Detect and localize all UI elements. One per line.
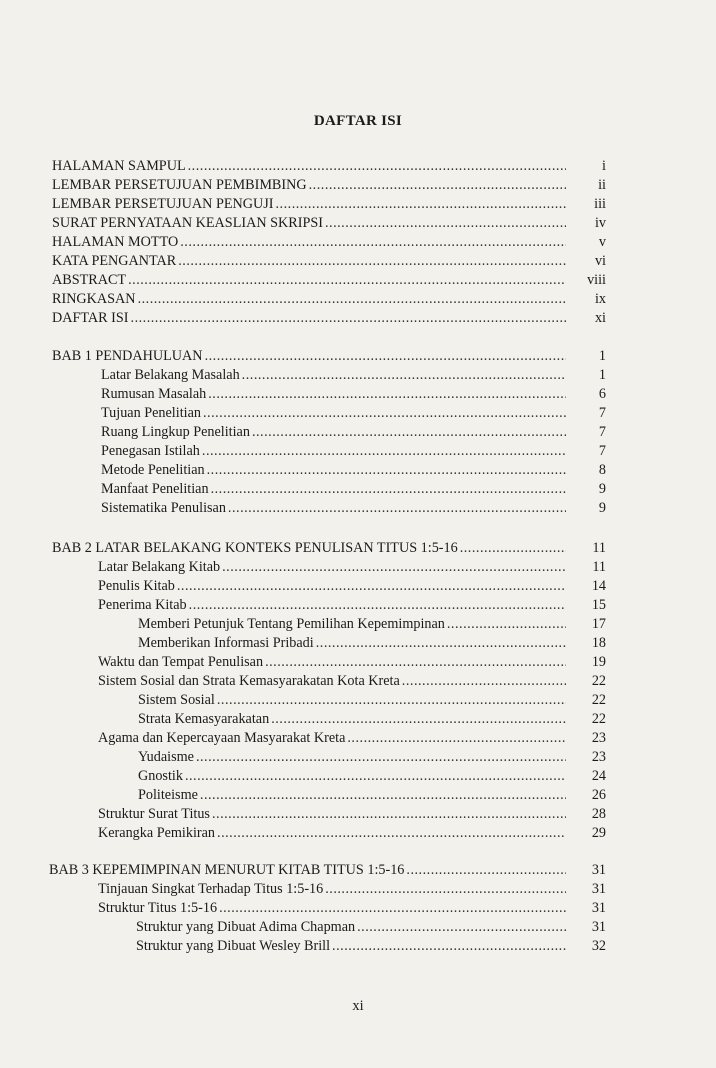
- toc-page: v: [598, 234, 606, 250]
- toc-entry: [101, 366, 716, 384]
- toc-label: SURAT PERNYATAAN KEASLIAN SKRIPSI: [52, 215, 323, 231]
- page-title: DAFTAR ISI: [313, 113, 403, 129]
- toc-entry: [101, 499, 716, 517]
- toc-page: vi: [594, 253, 606, 269]
- toc-page: 14: [591, 578, 606, 594]
- toc-page: 22: [591, 673, 606, 689]
- toc-page: 15: [591, 597, 606, 613]
- toc-page: 29: [591, 825, 606, 841]
- page-number-footer: xi: [352, 998, 364, 1014]
- toc-entry: [98, 729, 716, 747]
- toc-label: Agama dan Kepercayaan Masyarakat Kreta: [98, 730, 346, 746]
- toc-chapter-heading: [49, 861, 716, 879]
- toc-label: Struktur yang Dibuat Wesley Brill: [136, 938, 331, 954]
- toc-entry: [52, 176, 716, 194]
- toc-page: 17: [591, 616, 606, 632]
- toc-label: Strata Kemasyarakatan: [138, 711, 270, 727]
- toc-label: BAB 3 KEPEMIMPINAN MENURUT KITAB TITUS 1:5-16: [49, 862, 405, 878]
- toc-label: Latar Belakang Kitab: [98, 559, 221, 575]
- toc-entry: [138, 786, 716, 804]
- toc-entry: [138, 767, 716, 785]
- toc-entry: [101, 423, 716, 441]
- toc-page: 18: [591, 635, 606, 651]
- toc-page: 6: [598, 386, 606, 402]
- toc-label: Sistem Sosial dan Strata Kemasyarakatan Kota Kreta: [98, 673, 400, 689]
- toc-label: Metode Penelitian: [101, 462, 205, 478]
- toc-page: ix: [594, 291, 606, 307]
- toc-label: Struktur Titus 1:5-16: [98, 900, 218, 916]
- toc-page: viii: [587, 272, 606, 288]
- toc-entry: [52, 157, 716, 175]
- toc-page: 9: [598, 481, 606, 497]
- toc-entry: [98, 672, 716, 690]
- toc-label: Tujuan Penelitian: [101, 405, 201, 421]
- toc-entry: [52, 195, 716, 213]
- toc-entry: [52, 233, 716, 251]
- toc-label: Manfaat Penelitian: [101, 481, 209, 497]
- toc-entry: [98, 880, 716, 898]
- toc-page: 23: [591, 749, 606, 765]
- toc-entry: [52, 252, 716, 270]
- toc-entry: [52, 271, 716, 289]
- toc-entry: [101, 461, 716, 479]
- toc-page: 7: [598, 424, 606, 440]
- toc-entry: [52, 214, 716, 232]
- toc-page: 1: [598, 348, 606, 364]
- toc-label: Struktur yang Dibuat Adima Chapman: [136, 919, 356, 935]
- toc-label: DAFTAR ISI: [52, 310, 129, 326]
- toc-page: 11: [592, 559, 606, 575]
- toc-entry: [138, 691, 716, 709]
- toc-label: Struktur Surat Titus: [98, 806, 210, 822]
- toc-page: 26: [591, 787, 606, 803]
- toc-label: Gnostik: [138, 768, 183, 784]
- toc-label: Waktu dan Tempat Penulisan: [98, 654, 264, 670]
- toc-entry: [101, 442, 716, 460]
- toc-entry: [101, 480, 716, 498]
- toc-page: 31: [591, 900, 606, 916]
- toc-label: Penerima Kitab: [98, 597, 187, 613]
- toc-entry: [101, 404, 716, 422]
- toc-label: Ruang Lingkup Penelitian: [101, 424, 250, 440]
- toc-page: xi: [594, 310, 606, 326]
- toc-label: Politeisme: [138, 787, 198, 803]
- toc-entry: [98, 805, 716, 823]
- toc-entry: [98, 558, 716, 576]
- toc-page: 31: [591, 881, 606, 897]
- toc-label: RINGKASAN: [52, 291, 136, 307]
- toc-entry: [138, 710, 716, 728]
- toc-entry: [136, 937, 716, 955]
- toc-page: ii: [598, 177, 606, 193]
- toc-entry: [136, 918, 716, 936]
- toc-label: HALAMAN MOTTO: [52, 234, 179, 250]
- toc-entry: [98, 899, 716, 917]
- toc-entry: [52, 309, 716, 327]
- toc-label: HALAMAN SAMPUL: [52, 158, 186, 174]
- toc-label: LEMBAR PERSETUJUAN PENGUJI: [52, 196, 274, 212]
- toc-page: i: [602, 158, 606, 174]
- toc-entry: [52, 290, 716, 308]
- toc-chapter-heading: [52, 347, 716, 365]
- toc-label: Yudaisme: [138, 749, 194, 765]
- toc-entry: [98, 577, 716, 595]
- toc-page: 9: [598, 500, 606, 516]
- toc-page: 8: [598, 462, 606, 478]
- toc-page: 22: [591, 711, 606, 727]
- toc-page: 11: [592, 540, 606, 556]
- toc-label: Memberi Petunjuk Tentang Pemilihan Kepemimpinan: [138, 616, 445, 632]
- toc-label: Sistem Sosial: [138, 692, 215, 708]
- toc-page: iii: [594, 196, 606, 212]
- toc-label: Penegasan Istilah: [101, 443, 200, 459]
- toc-entry: [98, 653, 716, 671]
- toc-entry: [101, 385, 716, 403]
- toc-label: Latar Belakang Masalah: [101, 367, 240, 383]
- toc-page: iv: [594, 215, 606, 231]
- toc-label: BAB 1 PENDAHULUAN: [52, 348, 203, 364]
- toc-page: 19: [591, 654, 606, 670]
- toc-page: 31: [591, 862, 606, 878]
- toc-page: 23: [591, 730, 606, 746]
- toc-label: BAB 2 LATAR BELAKANG KONTEKS PENULISAN TITUS 1:5-16: [52, 540, 458, 556]
- toc-label: Penulis Kitab: [98, 578, 175, 594]
- toc-label: Kerangka Pemikiran: [98, 825, 216, 841]
- toc-page: 28: [591, 806, 606, 822]
- toc-page: 31: [591, 919, 606, 935]
- toc-label: Rumusan Masalah: [101, 386, 207, 402]
- toc-entry: [98, 596, 716, 614]
- toc-page: 22: [591, 692, 606, 708]
- toc-label: Memberikan Informasi Pribadi: [138, 635, 314, 651]
- toc-page: 1: [598, 367, 606, 383]
- toc-label: Tinjauan Singkat Terhadap Titus 1:5-16: [98, 881, 324, 897]
- toc-entry: [138, 615, 716, 633]
- toc-entry: [138, 634, 716, 652]
- toc-label: Sistematika Penulisan: [101, 500, 226, 516]
- toc-label: KATA PENGANTAR: [52, 253, 177, 269]
- toc-page: 7: [598, 443, 606, 459]
- toc-entry: [138, 748, 716, 766]
- toc-page: 24: [591, 768, 606, 784]
- toc-entry: [98, 824, 716, 842]
- toc-label: LEMBAR PERSETUJUAN PEMBIMBING: [52, 177, 307, 193]
- toc-label: ABSTRACT: [52, 272, 127, 288]
- toc-page: 7: [598, 405, 606, 421]
- toc-chapter-heading: [52, 539, 716, 557]
- toc-page: 32: [591, 938, 606, 954]
